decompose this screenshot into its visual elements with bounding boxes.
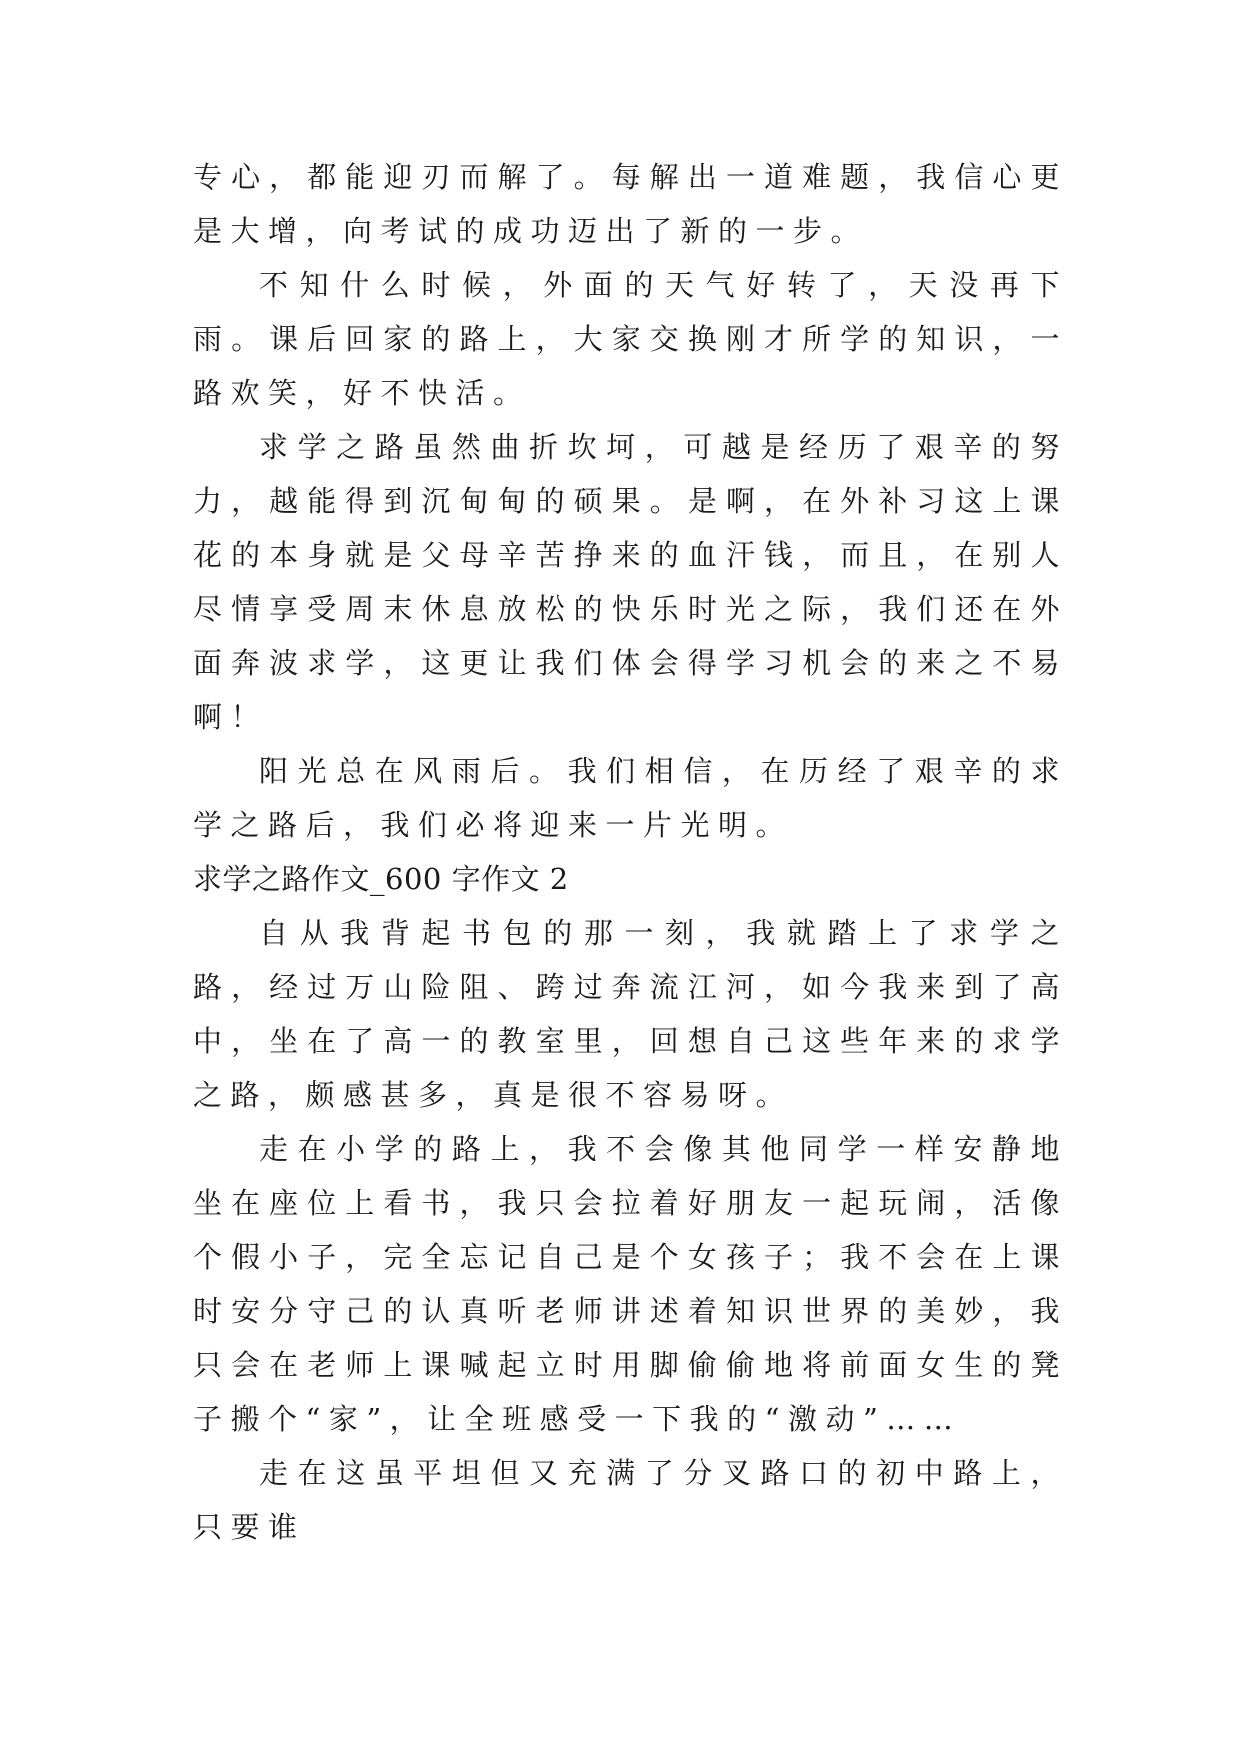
section-heading: 求学之路作文_600 字作文 2 [193,862,569,896]
paragraph: 不知什么时候，外面的天气好转了，天没再下雨。课后回家的路上，大家交换刚才所学的知识，一路欢笑，好不快活。 [193,268,1068,410]
paragraph: 走在小学的路上，我不会像其他同学一样安静地坐在座位上看书，我只会拉着好朋友一起玩闹，活像个假小子，完全忘记自己是个女孩子；我不会在上课时安分守己的认真听老师讲述着知识世界的美妙，我只会在老师上课喊起立时用脚偷偷地将前面女生的凳子搬个“家”，让全班感受一下我的“激动”…… [193,1132,1068,1436]
document-body [193,150,1068,1554]
paragraph: 专心，都能迎刃而解了。每解出一道难题，我信心更是大增，向考试的成功迈出了新的一步。 [193,160,1068,248]
paragraph: 求学之路虽然曲折坎坷，可越是经历了艰辛的努力，越能得到沉甸甸的硕果。是啊，在外补习这上课花的本身就是父母辛苦挣来的血汗钱，而且，在别人尽情享受周末休息放松的快乐时光之际，我们还在外面奔波求学，这更让我们体会得学习机会的来之不易啊！ [193,430,1068,734]
paragraph: 自从我背起书包的那一刻，我就踏上了求学之路，经过万山险阻、跨过奔流江河，如今我来到了高中，坐在了高一的教室里，回想自己这些年来的求学之路，颇感甚多，真是很不容易呀。 [193,916,1068,1112]
paragraph: 阳光总在风雨后。我们相信，在历经了艰辛的求学之路后，我们必将迎来一片光明。 [193,754,1068,842]
paragraph: 走在这虽平坦但又充满了分叉路口的初中路上，只要谁 [193,1456,1068,1544]
